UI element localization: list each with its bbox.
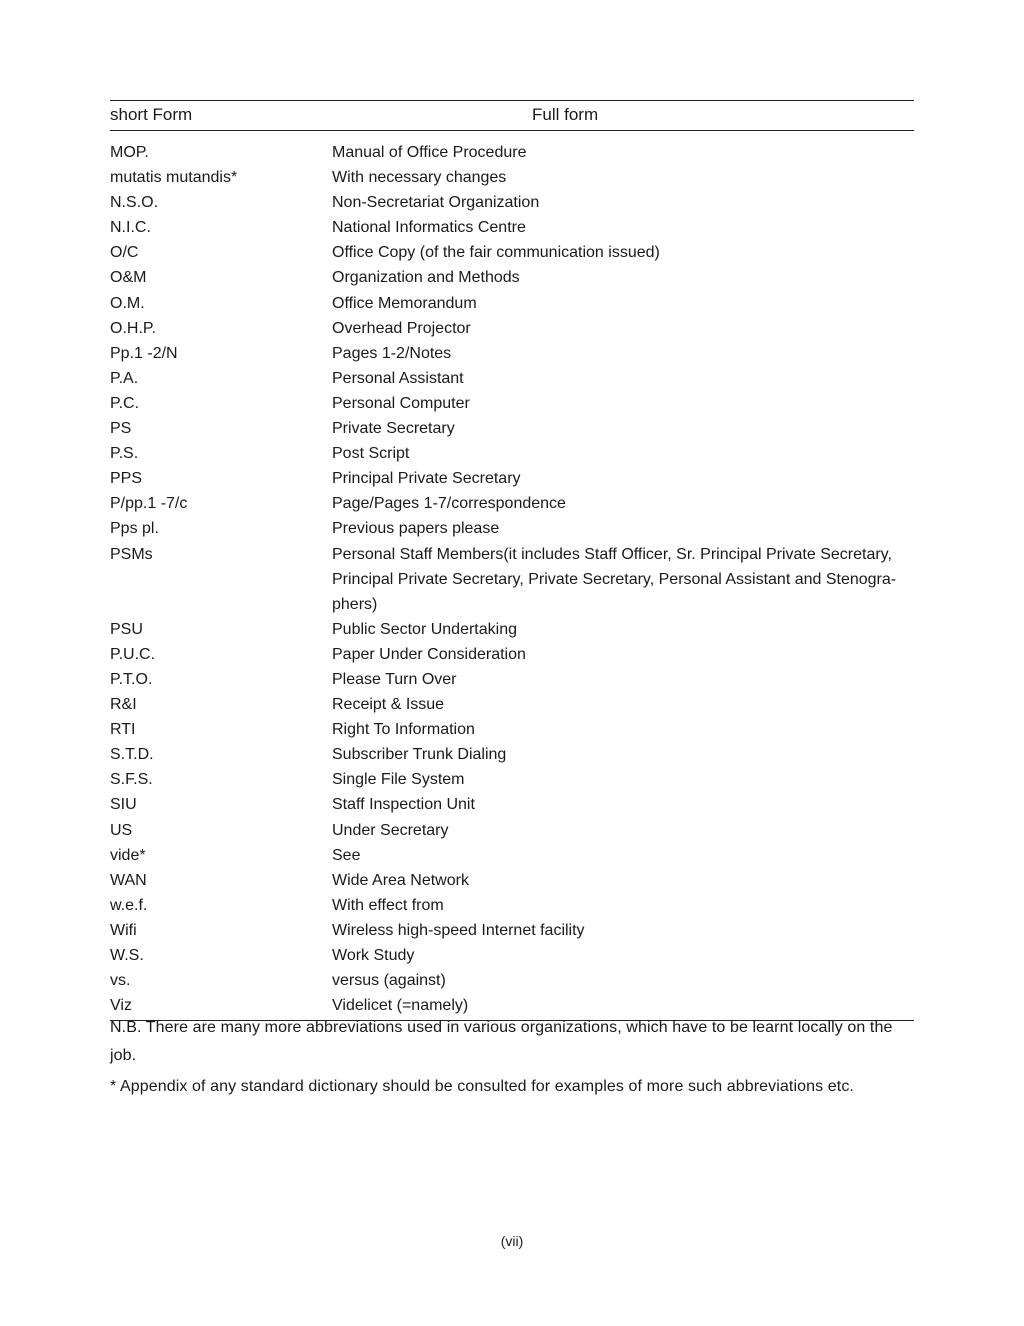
table-row: [110, 165, 914, 190]
full-form-cell: National Informatics Centre: [332, 219, 526, 237]
table-row: [110, 968, 914, 993]
full-form-cell: Page/Pages 1-7/correspondence: [332, 495, 566, 513]
short-form-cell: mutatis mutandis*: [110, 169, 238, 187]
table-row: [110, 466, 914, 491]
table-row: [110, 767, 914, 792]
short-form-cell: Viz: [110, 997, 132, 1015]
page-number: (vii): [500, 1233, 524, 1249]
short-form-cell: vide*: [110, 846, 146, 864]
header-short-form: short Form: [110, 105, 193, 124]
table-row: [110, 692, 914, 717]
full-form-cell: Under Secretary: [332, 821, 449, 839]
table-row: [110, 893, 914, 918]
short-form-cell: P/pp.1 -7/c: [110, 495, 188, 513]
table-row: [110, 943, 914, 968]
short-form-cell: Pp.1 -2/N: [110, 344, 178, 362]
short-form-cell: O/C: [110, 244, 139, 262]
table-row: [110, 416, 914, 441]
short-form-cell: PSU: [110, 620, 143, 638]
full-form-cell: Single File System: [332, 771, 465, 789]
table-row: [110, 542, 914, 617]
short-form-cell: Pps pl.: [110, 520, 159, 538]
table-body: [110, 131, 914, 1018]
table-row: [110, 818, 914, 843]
short-form-cell: w.e.f.: [110, 896, 148, 914]
short-form-cell: O&M: [110, 269, 147, 287]
short-form-cell: Wifi: [110, 921, 137, 939]
full-form-cell: Videlicet (=namely): [332, 997, 469, 1015]
full-form-cell: Previous papers please: [332, 520, 500, 538]
table-row: [110, 190, 914, 215]
full-form-cell: Work Study: [332, 947, 415, 964]
short-form-cell: PS: [110, 420, 132, 438]
short-form-cell: W.S.: [110, 947, 144, 964]
full-form-cell: Public Sector Undertaking: [332, 620, 517, 638]
short-form-cell: RTI: [110, 721, 136, 739]
short-form-cell: O.H.P.: [110, 319, 156, 337]
short-form-cell: P.A.: [110, 369, 139, 387]
full-form-cell: Right To Information: [332, 721, 475, 739]
table-row: [110, 291, 914, 316]
table-header: [110, 101, 914, 131]
table-row: [110, 240, 914, 265]
table-row: [110, 265, 914, 290]
table-row: [110, 140, 914, 165]
full-form-cell: See: [332, 846, 361, 864]
short-form-cell: R&I: [110, 696, 137, 714]
full-form-cell: Receipt & Issue: [332, 696, 445, 714]
table-row: [110, 341, 914, 366]
table-row: [110, 366, 914, 391]
short-form-cell: vs.: [110, 972, 131, 990]
full-form-cell: Manual of Office Procedure: [332, 144, 527, 161]
table-row: [110, 617, 914, 642]
header-full-form: Full form: [532, 105, 599, 124]
full-form-cell: Personal Staff Members(it includes Staff Officer, Sr. Principal Private Secretary, Principal Private Secretary, Private Secretary, Personal Assistant and Stenogra-phers): [332, 545, 897, 613]
full-form-cell: Wireless high-speed Internet facility: [332, 921, 585, 939]
table-row: [110, 516, 914, 541]
full-form-cell: Paper Under Consideration: [332, 645, 526, 663]
short-form-cell: SIU: [110, 796, 137, 814]
full-form-cell: With necessary changes: [332, 169, 507, 187]
full-form-cell: Overhead Projector: [332, 319, 471, 337]
full-form-cell: Post Script: [332, 445, 410, 463]
appendix-note: * Appendix of any standard dictionary should be consulted for examples of more such abbreviations etc.: [110, 1078, 854, 1095]
full-form-cell: Organization and Methods: [332, 269, 520, 287]
full-form-cell: Please Turn Over: [332, 670, 457, 688]
nb-note: N.B. There are many more abbreviations used in various organizations, which have to be learnt locally on the job.: [110, 1019, 893, 1064]
short-form-cell: P.T.O.: [110, 670, 153, 688]
table-row: [110, 316, 914, 341]
table-row: [110, 667, 914, 692]
table-row: [110, 391, 914, 416]
full-form-cell: Non-Secretariat Organization: [332, 194, 540, 212]
short-form-cell: US: [110, 821, 133, 839]
short-form-cell: MOP.: [110, 144, 149, 161]
full-form-cell: Personal Assistant: [332, 369, 464, 387]
table-row: [110, 441, 914, 466]
table-row: [110, 717, 914, 742]
table-row: [110, 868, 914, 893]
table-row: [110, 215, 914, 240]
full-form-cell: Wide Area Network: [332, 871, 469, 889]
full-form-cell: Office Copy (of the fair communication issued): [332, 244, 660, 262]
table-row: [110, 742, 914, 767]
table-row: [110, 843, 914, 868]
table-row: [110, 642, 914, 667]
full-form-cell: Office Memorandum: [332, 294, 477, 312]
abbreviations-table: [110, 100, 914, 1021]
full-form-cell: versus (against): [332, 972, 446, 990]
short-form-cell: PPS: [110, 470, 143, 488]
short-form-cell: P.C.: [110, 394, 140, 412]
table-row: [110, 491, 914, 516]
table-row: [110, 792, 914, 817]
short-form-cell: N.I.C.: [110, 219, 151, 237]
short-form-cell: PSMs: [110, 545, 153, 563]
full-form-cell: Principal Private Secretary: [332, 470, 521, 488]
full-form-cell: Pages 1-2/Notes: [332, 344, 452, 362]
short-form-cell: S.F.S.: [110, 771, 153, 789]
full-form-cell: Staff Inspection Unit: [332, 796, 475, 814]
short-form-cell: S.T.D.: [110, 746, 154, 764]
table-row: [110, 918, 914, 943]
full-form-cell: With effect from: [332, 896, 444, 914]
full-form-cell: Personal Computer: [332, 394, 470, 412]
short-form-cell: O.M.: [110, 294, 145, 312]
full-form-cell: Private Secretary: [332, 420, 455, 438]
full-form-cell: Subscriber Trunk Dialing: [332, 746, 507, 764]
short-form-cell: P.S.: [110, 445, 139, 463]
short-form-cell: P.U.C.: [110, 645, 156, 663]
short-form-cell: N.S.O.: [110, 194, 159, 212]
short-form-cell: WAN: [110, 871, 147, 889]
